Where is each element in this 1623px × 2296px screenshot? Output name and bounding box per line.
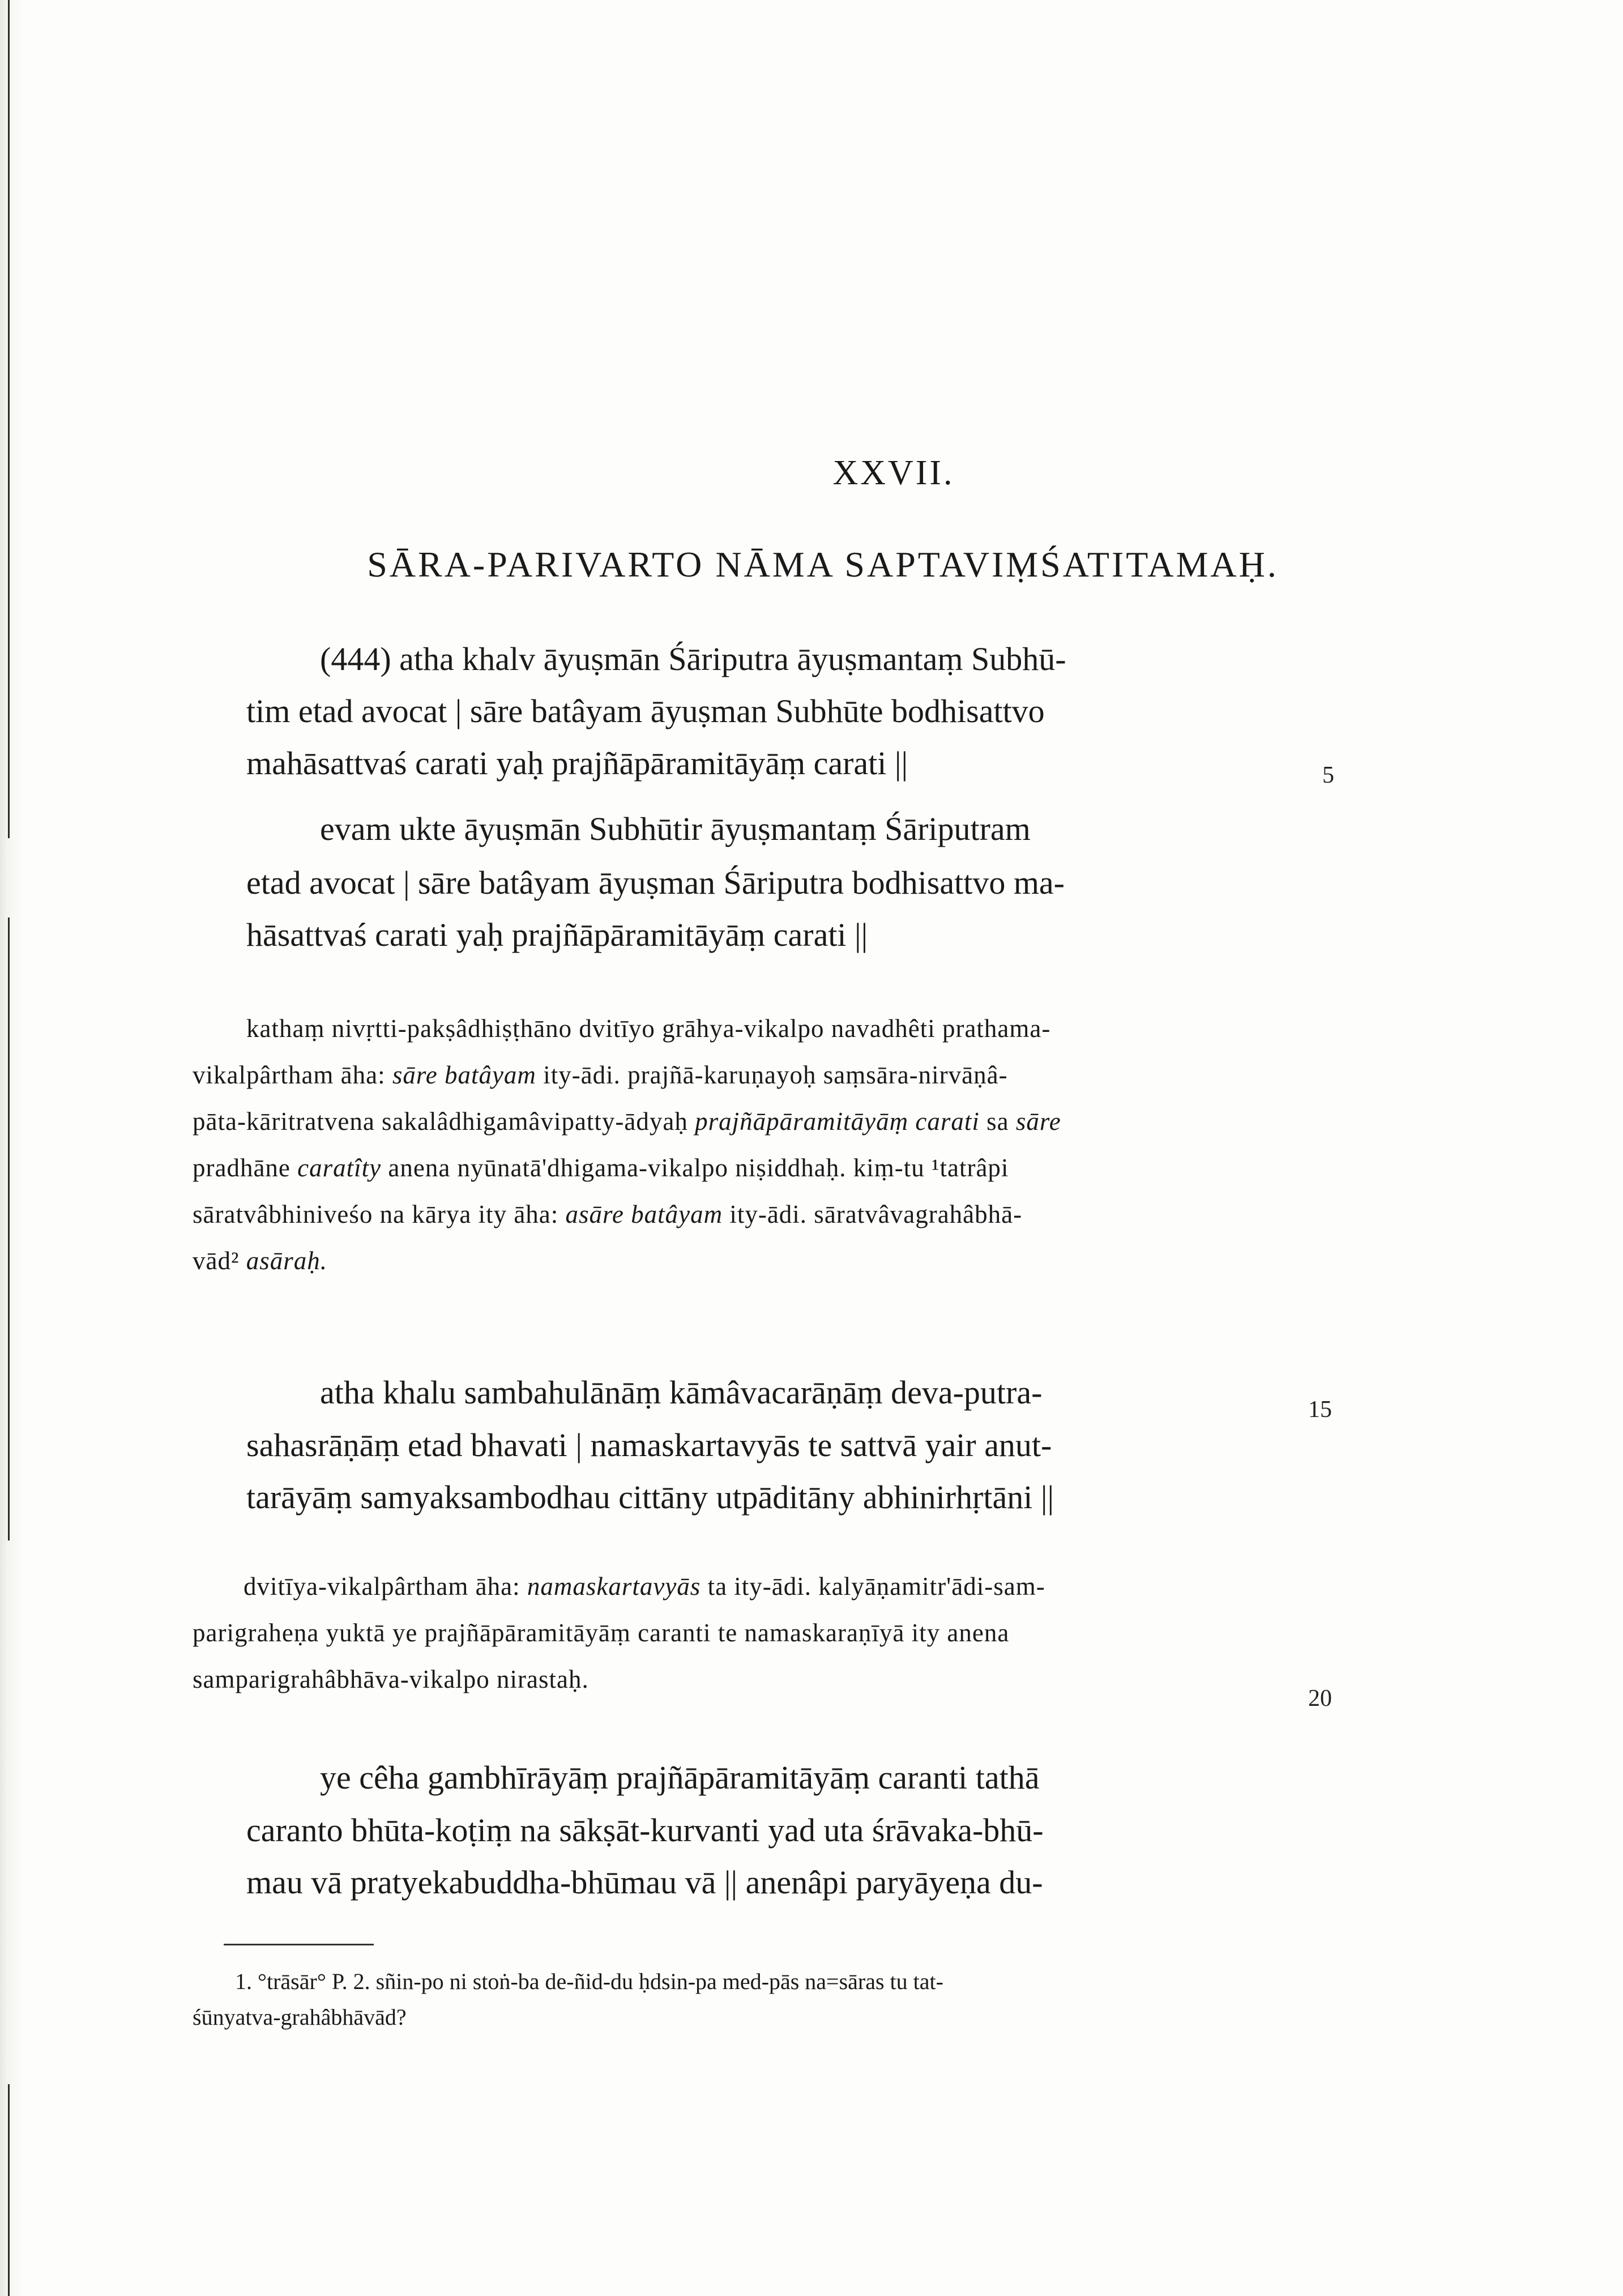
commentary-line (244, 1572, 1045, 1601)
commentary-line (193, 1153, 1009, 1183)
footnote-line: 1. °trāsār° P. 2. sñin-po ni stoṅ-ba de-ñid-du ḥdsin-pa med-pās na=sāras tu tat- (235, 1969, 943, 1994)
text-line: etad avocat | sāre batâyam āyuṣman Śāriputra bodhisattvo ma- (246, 864, 1065, 901)
commentary-line: parigraheṇa yuktā ye prajñāpāramitāyāṃ caranti te namaskaraṇīyā ity anena (193, 1619, 1010, 1647)
lemma-text: sāre batâyam (392, 1061, 536, 1089)
lemma-text: namaskartavyās (527, 1572, 701, 1601)
footnote-rule (224, 1944, 374, 1945)
commentary-line: samparigrahâbhāva-vikalpo nirastaḥ. (193, 1665, 589, 1693)
scan-edge-line (8, 0, 10, 838)
commentary-line (193, 1246, 327, 1275)
commentary-line (246, 1014, 1050, 1043)
commentary-text: sāratvâbhiniveśo na kārya ity āha: (193, 1200, 559, 1228)
commentary-line (193, 1107, 1061, 1136)
scan-edge-line (8, 917, 10, 1540)
lemma-text: asāre batâyam (565, 1200, 723, 1228)
scan-edge-line (8, 2084, 10, 2296)
text-line: atha khalu sambahulānāṃ kāmâvacarāṇāṃ deva-putra- (320, 1374, 1043, 1411)
text-line: evam ukte āyuṣmān Subhūtir āyuṣmantaṃ Śāriputram (320, 810, 1031, 847)
commentary-text: vād² (193, 1247, 240, 1275)
text-line: hāsattvaś carati yaḥ prajñāpāramitāyāṃ carati || (246, 916, 868, 953)
text-line: tim etad avocat | sāre batâyam āyuṣman Subhūte bodhisattvo (246, 693, 1045, 729)
commentary-text: vikalpârtham āha: (193, 1061, 386, 1089)
text-line: (444) atha khalv āyuṣmān Śāriputra āyuṣmantaṃ Subhū- (320, 641, 1066, 677)
footnote-line: śūnyatva-grahâbhāvād? (193, 2004, 407, 2030)
line-number: 20 (1308, 1685, 1332, 1712)
text-line: mau vā pratyekabuddha-bhūmau vā || anenâpi paryāyeṇa du- (246, 1864, 1043, 1901)
commentary-text: ity-ādi. prajñā-karuṇayoḥ saṃsāra-nirvāṇâ- (543, 1061, 1008, 1089)
commentary-text: kathaṃ nivṛtti-pakṣâdhiṣṭhāno dvitīyo grāhya-vikalpo navadhêti prathama- (246, 1014, 1051, 1043)
commentary-line (193, 1060, 1008, 1090)
commentary-text: anena nyūnatā'dhigama-vikalpo niṣiddhaḥ. kiṃ-tu ¹tatrâpi (388, 1154, 1009, 1182)
lemma-text: caratîty (297, 1154, 382, 1182)
commentary-text: pāta-kāritratvena sakalâdhigamâvipatty-ādyaḥ (193, 1107, 688, 1136)
text-line: sahasrāṇāṃ etad bhavati | namaskartavyās te sattvā yair anut- (246, 1427, 1052, 1463)
commentary-text: dvitīya-vikalpârtham āha: (244, 1572, 520, 1601)
text-line: caranto bhūta-koṭiṃ na sākṣāt-kurvanti yad uta śrāvaka-bhū- (246, 1812, 1044, 1849)
lemma-text: prajñāpāramitāyāṃ carati (695, 1107, 980, 1136)
chapter-number: XXVII. (832, 454, 955, 492)
commentary-text: ta ity-ādi. kalyāṇamitr'ādi-sam- (707, 1572, 1045, 1601)
text-line: tarāyāṃ samyaksambodhau cittāny utpāditāny abhinirhṛtāni || (246, 1479, 1054, 1516)
line-number: 15 (1308, 1397, 1332, 1423)
commentary-text: sa (986, 1107, 1009, 1136)
lemma-text: sāre (1015, 1107, 1061, 1136)
text-line: mahāsattvaś carati yaḥ prajñāpāramitāyāṃ carati || (246, 745, 908, 782)
chapter-title: SĀRA-PARIVARTO NĀMA SAPTAVIṂŚATITAMAḤ. (367, 544, 1279, 584)
commentary-text: pradhāne (193, 1154, 291, 1182)
scan-edge-shadow (0, 0, 23, 2296)
lemma-text: asāraḥ. (246, 1247, 327, 1275)
text-line: ye cêha gambhīrāyāṃ prajñāpāramitāyāṃ caranti tathā (320, 1759, 1040, 1796)
line-number: 5 (1322, 762, 1334, 788)
commentary-text: ity-ādi. sāratvâvagrahâbhā- (729, 1200, 1023, 1228)
commentary-line (193, 1200, 1022, 1229)
